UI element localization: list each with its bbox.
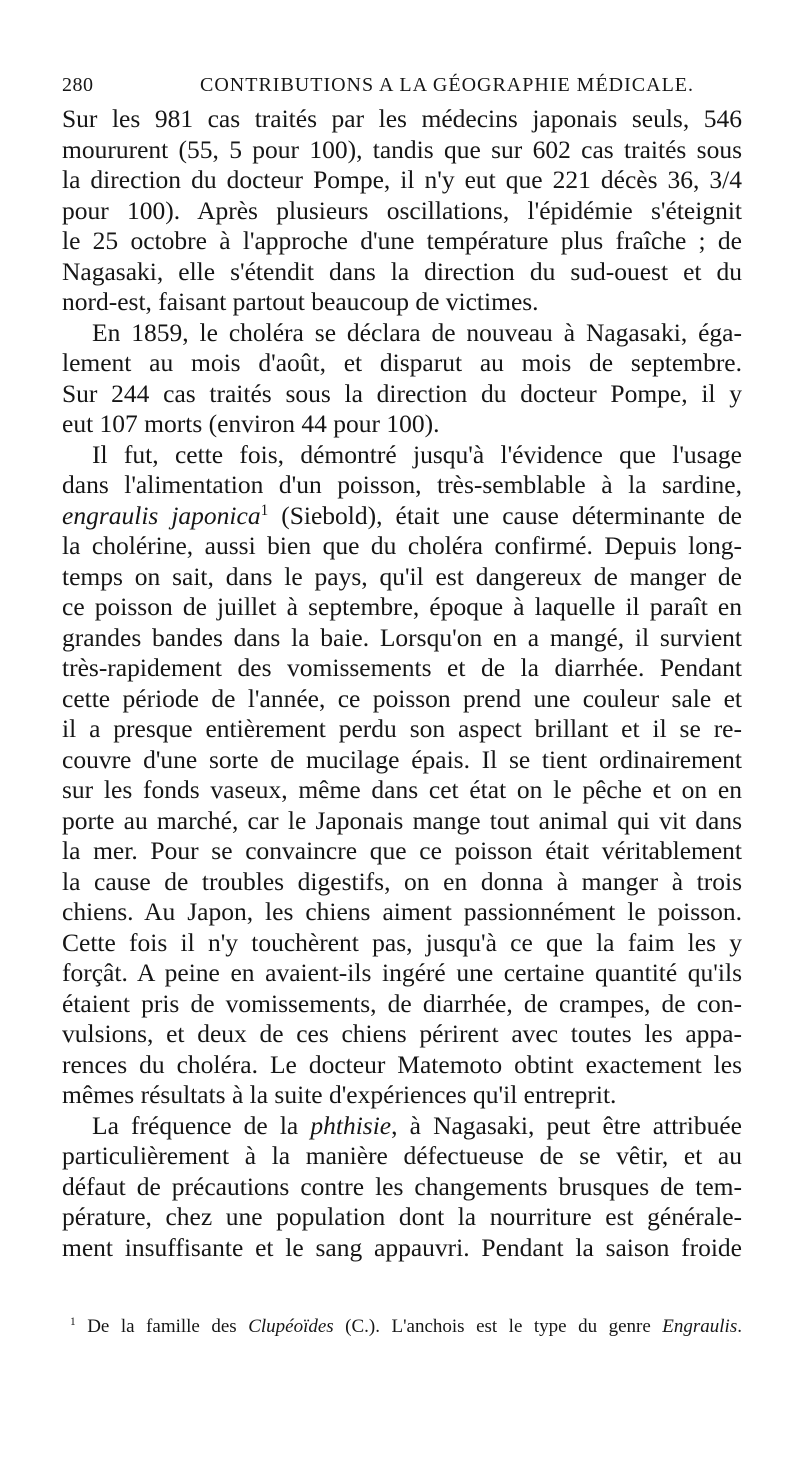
text-line: défaut de précautions contre les changements brusques de tem- (62, 1171, 742, 1201)
text-line: sur les fonds vaseux, même dans cet état on le pêche et on en (62, 775, 742, 804)
text-fragment: , à Nagasaki, peut être attribuée (391, 1110, 742, 1140)
text-line: Sur les 981 cas traités par les médecins japonais seuls, 546 (62, 104, 742, 133)
text-line-mixed (62, 1111, 742, 1142)
text-line: forçât. A peine en avaient-ils ingéré une certaine quantité qu'ils (62, 958, 742, 987)
text-line: il a presque entièrement perdu son aspect brillant et il se re- (62, 714, 742, 743)
text-line: pour 100). Après plusieurs oscillations, l'épidémie s'éteignit (62, 195, 742, 225)
species-name: engraulis japonica (62, 500, 261, 530)
text-line: ment insuffisante et le sang appauvri. Pendant la saison froide (62, 1232, 742, 1262)
text-line: la mer. Pour se convaincre que ce poisson était véritablement (62, 836, 742, 865)
text-line: nord-est, faisant partout beaucoup de victimes. (62, 287, 539, 316)
text-line: étaient pris de vomissements, de diarrhée, de crampes, de con- (62, 988, 742, 1018)
running-title: CONTRIBUTIONS A LA GÉOGRAPHIE MÉDICALE. (200, 74, 694, 96)
text-line: vulsions, et deux de ces chiens périrent avec toutes les appa- (62, 1019, 742, 1048)
text-fragment: De la famille des (75, 1316, 249, 1337)
text-fragment: . (737, 1316, 742, 1337)
text-line: grandes bandes dans la baie. Lorsqu'on en a mangé, il survient (62, 622, 742, 652)
family-name: Clupéoïdes (248, 1316, 334, 1337)
text-fragment: La fréquence de la (92, 1110, 311, 1140)
text-line: la direction du docteur Pompe, il n'y eut que 221 décès 36, 3/4 (62, 165, 742, 194)
body-text (62, 104, 742, 1263)
text-line: mêmes résultats à la suite d'expériences qu'il entreprit. (62, 1080, 617, 1109)
text-line: temps on sait, dans le pays, qu'il est dangereux de manger de (62, 561, 742, 591)
text-fragment: (C.). L'anchois est le type du genre (333, 1316, 663, 1337)
text-line: En 1859, le choléra se déclara de nouveau à Nagasaki, éga- (92, 317, 742, 347)
text-line: ce poisson de juillet à septembre, époque à laquelle il paraît en (62, 592, 742, 621)
text-line: Cette fois il n'y touchèrent pas, jusqu'à ce que la faim les y (62, 927, 742, 957)
disease-name: phthisie (310, 1110, 392, 1140)
text-line: couvre d'une sorte de mucilage épais. Il se tient ordinairement (62, 744, 742, 774)
text-line-mixed (62, 501, 742, 532)
text-line: dans l'alimentation d'un poisson, très-semblable à la sardine, (62, 470, 742, 499)
text-line: pérature, chez une population dont la nourriture est générale- (62, 1202, 742, 1231)
running-head (62, 74, 742, 102)
text-line: très-rapidement des vomissements et de la diarrhée. Pendant (62, 653, 742, 682)
text-line: particulièrement à la manière défectueuse de se vêtir, et au (62, 1141, 742, 1170)
text-line: chiens. Au Japon, les chiens aiment passionnément le poisson. (62, 897, 742, 926)
text-line: rences du choléra. Le docteur Matemoto obtint exactement les (62, 1049, 742, 1079)
footnote-mark: 1 (70, 1316, 76, 1329)
text-line: cette période de l'année, ce poisson prend une couleur sale et (62, 683, 742, 713)
text-line: le 25 octobre à l'approche d'une température plus fraîche ; de (62, 226, 742, 255)
text-line: la cause de troubles digestifs, on en donna à manger à trois (62, 866, 742, 896)
text-line: porte au marché, car le Japonais mange tout animal qui vit dans (62, 805, 742, 835)
page-number: 280 (62, 74, 94, 96)
footnote (62, 1315, 742, 1339)
footnote-mark: 1 (260, 501, 269, 519)
text-line: lement au mois d'août, et disparut au mois de septembre. (62, 348, 742, 377)
genus-name: Engraulis (662, 1316, 738, 1337)
text-fragment: (Siebold), était une cause déterminante de (268, 500, 742, 530)
text-line: Nagasaki, elle s'étendit dans la direction du sud-ouest et du (62, 256, 742, 286)
text-line: moururent (55, 5 pour 100), tandis que sur 602 cas traités sous (62, 134, 742, 164)
text-line: eut 107 morts (environ 44 pour 100). (62, 409, 440, 438)
text-line: la cholérine, aussi bien que du choléra confirmé. Depuis long- (62, 531, 742, 560)
text-line: Sur 244 cas traités sous la direction du docteur Pompe, il y (62, 378, 742, 408)
text-line: Il fut, cette fois, démontré jusqu'à l'évidence que l'usage (92, 439, 742, 469)
